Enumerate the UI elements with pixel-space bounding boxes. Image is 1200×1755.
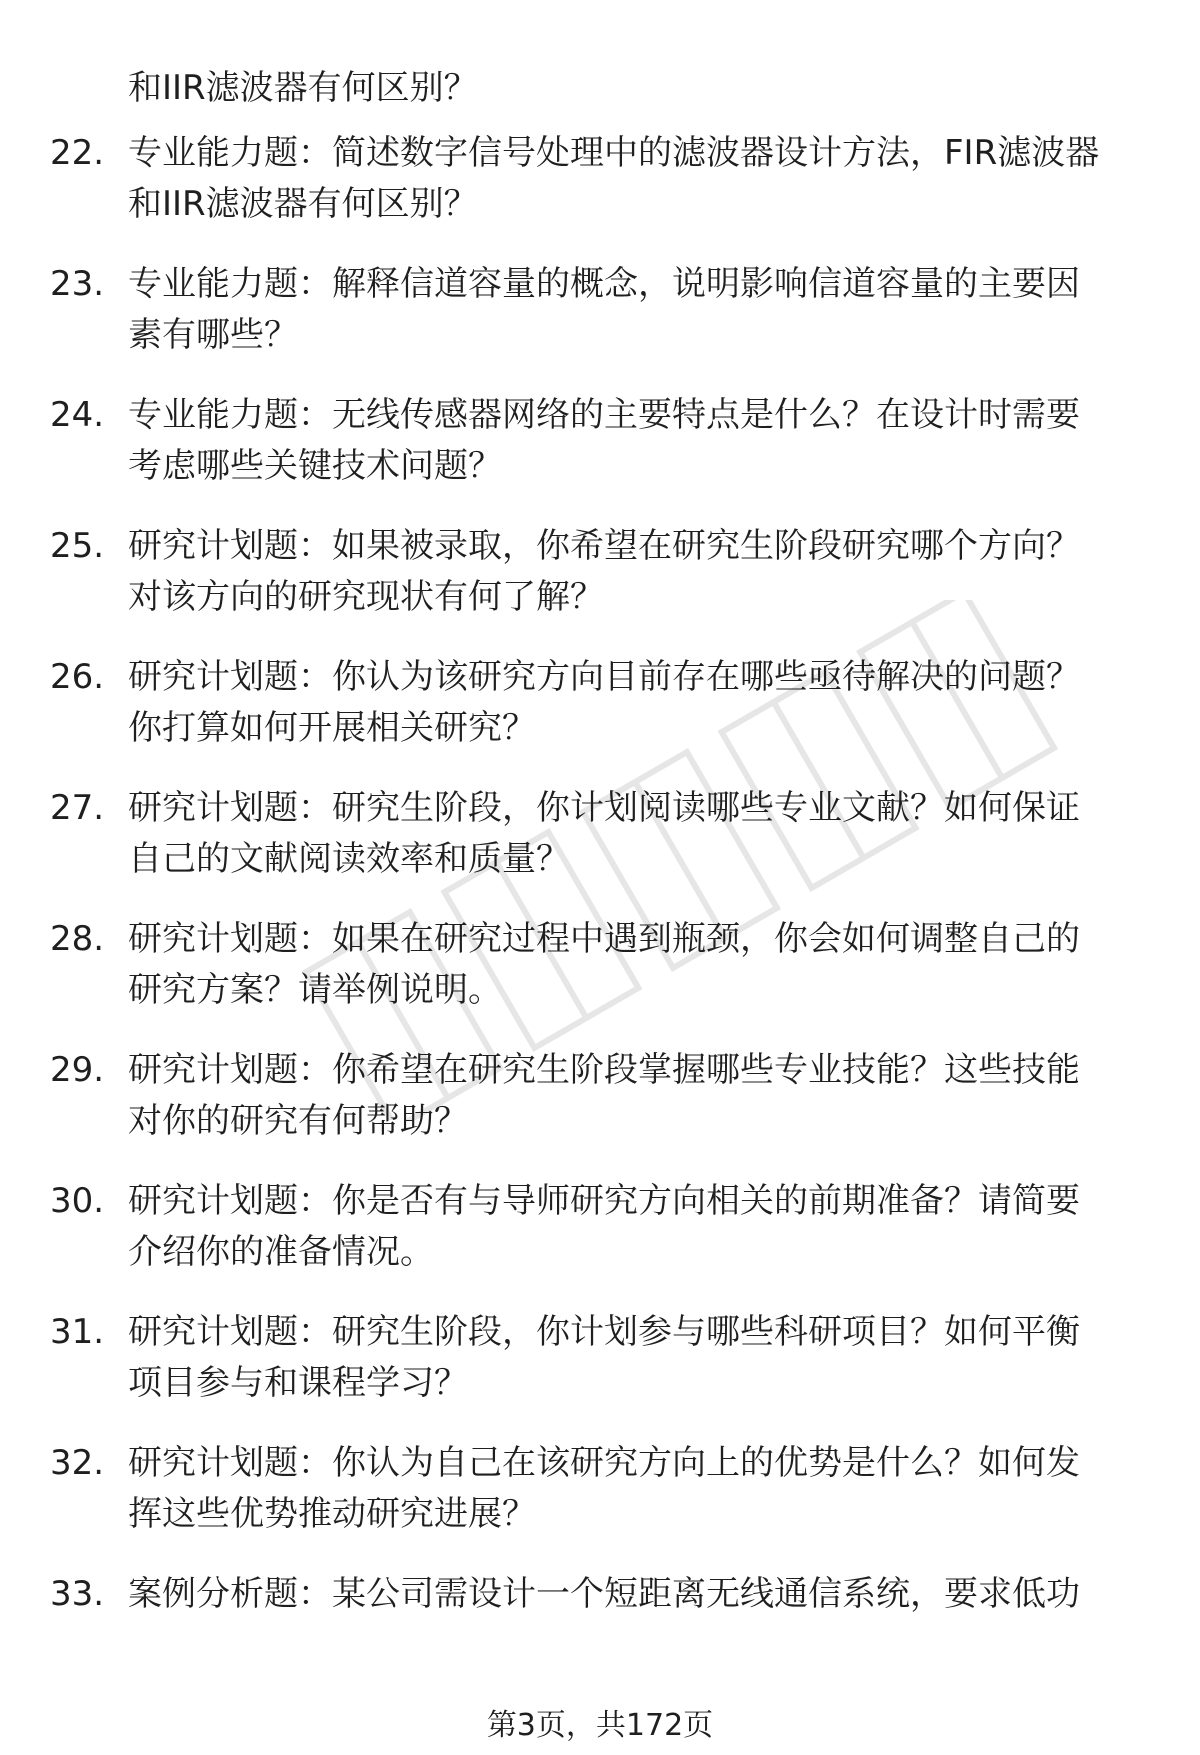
question-text-line: 介绍你的准备情况。: [128, 1232, 434, 1272]
question-text-line: 研究计划题：你认为该研究方向目前存在哪些亟待解决的问题？: [128, 657, 1080, 697]
question-number: 26.: [50, 657, 105, 697]
continued-line: 和IIR滤波器有何区别？: [128, 68, 478, 108]
question-text-line: 对你的研究有何帮助？: [128, 1101, 468, 1141]
question-text-line: 挥这些优势推动研究进展？: [128, 1494, 536, 1534]
question-text-line: 对该方向的研究现状有何了解？: [128, 577, 604, 617]
question-number: 27.: [50, 788, 105, 828]
question-number: 23.: [50, 264, 105, 304]
question-number: 29.: [50, 1050, 105, 1090]
question-number: 24.: [50, 395, 105, 435]
question-number: 31.: [50, 1312, 105, 1352]
question-text-line: 研究计划题：研究生阶段，你计划参与哪些科研项目？如何平衡: [128, 1312, 1080, 1352]
question-number: 28.: [50, 919, 105, 959]
question-text-line: 专业能力题：解释信道容量的概念，说明影响信道容量的主要因: [128, 264, 1080, 304]
question-text-line: 研究计划题：如果被录取，你希望在研究生阶段研究哪个方向？: [128, 526, 1080, 566]
question-text-line: 考虑哪些关键技术问题？: [128, 446, 502, 486]
question-text-line: 自己的文献阅读效率和质量？: [128, 839, 570, 879]
question-text-line: 研究计划题：你是否有与导师研究方向相关的前期准备？请简要: [128, 1181, 1080, 1221]
question-number: 32.: [50, 1443, 105, 1483]
question-text-line: 素有哪些？: [128, 315, 298, 355]
question-number: 30.: [50, 1181, 105, 1221]
question-number: 22.: [50, 133, 105, 173]
question-text-line: 研究计划题：你希望在研究生阶段掌握哪些专业技能？这些技能: [128, 1050, 1080, 1090]
question-text-line: 你打算如何开展相关研究？: [128, 708, 536, 748]
page-footer: 第3页，共172页: [486, 1708, 714, 1743]
question-text-line: 和IIR滤波器有何区别？: [128, 184, 478, 224]
question-text-line: 项目参与和课程学习？: [128, 1363, 468, 1403]
question-number: 25.: [50, 526, 105, 566]
question-text-line: 案例分析题：某公司需设计一个短距离无线通信系统，要求低功: [128, 1574, 1080, 1614]
question-text-line: 研究计划题：研究生阶段，你计划阅读哪些专业文献？如何保证: [128, 788, 1080, 828]
question-text-line: 专业能力题：简述数字信号处理中的滤波器设计方法，FIR滤波器: [128, 133, 1100, 173]
question-text-line: 研究计划题：如果在研究过程中遇到瓶颈，你会如何调整自己的: [128, 919, 1080, 959]
question-text-line: 专业能力题：无线传感器网络的主要特点是什么？在设计时需要: [128, 395, 1080, 435]
question-number: 33.: [50, 1574, 105, 1614]
question-text-line: 研究方案？请举例说明。: [128, 970, 502, 1010]
question-text-line: 研究计划题：你认为自己在该研究方向上的优势是什么？如何发: [128, 1443, 1080, 1483]
